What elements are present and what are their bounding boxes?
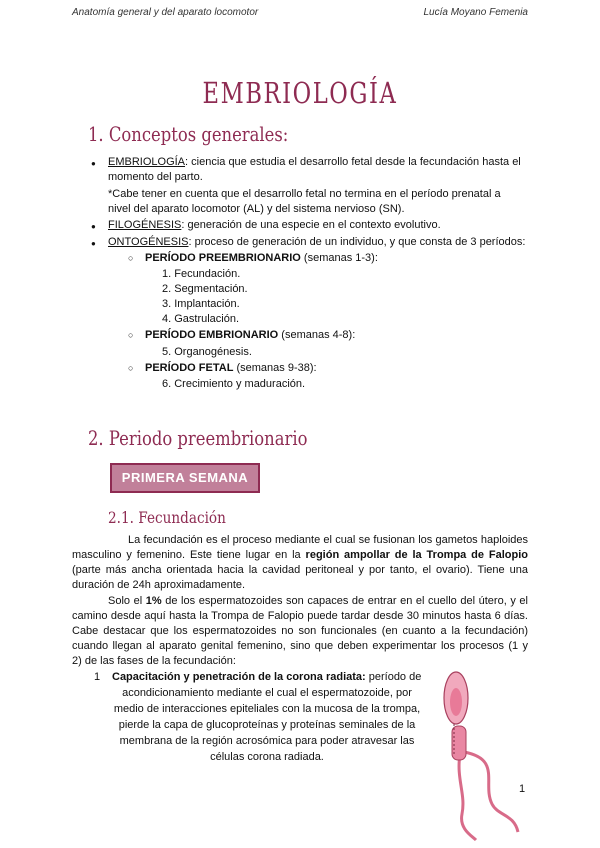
section-2-heading: 2. Periodo preembrionario: [88, 426, 308, 450]
paragraph-2-line: camino desde aquí hasta la Trompa de Falopio puede tardar desde 30 minutos hasta 6 días.: [72, 610, 528, 622]
item-1-line: Capacitación y penetración de la corona radiata: período de: [112, 671, 422, 683]
paragraph-2-line: Cabe destacar que los espermatozoides no son funcionales (en cuanto a la fecundación): [72, 625, 528, 637]
spermatozoon-illustration: [432, 664, 524, 842]
paragraph-2-line: 2) de las fases de la fecundación:: [72, 655, 236, 667]
list-item: 5. Organogénesis.: [162, 346, 252, 358]
note-line-2: nivel del aparato locomotor (AL) y del sistema nervioso (SN).: [108, 203, 405, 215]
paragraph-1-line: La fecundación es el proceso mediante el cual se fusionan los gametos haploides: [128, 534, 528, 546]
paragraph-2-line: Solo el 1% de los espermatozoides son capaces de entrar en el cuello del útero, y el: [108, 595, 528, 607]
embriologia-line-1: EMBRIOLOGÍA: ciencia que estudia el desarrollo fetal desde la fecundación hasta el: [108, 156, 521, 168]
header-right: Lucía Moyano Femenia: [423, 7, 528, 18]
page-title: EMBRIOLOGÍA: [202, 76, 398, 110]
item-number: 1: [94, 671, 101, 683]
period-embrionario: PERÍODO EMBRIONARIO (semanas 4-8):: [145, 329, 356, 341]
period-fetal: PERÍODO FETAL (semanas 9-38):: [145, 362, 317, 374]
filogenesis-line: FILOGÉNESIS: generación de una especie en el contexto evolutivo.: [108, 219, 441, 231]
list-item: 6. Crecimiento y maduración.: [162, 378, 306, 390]
item-1-line: acondicionamiento mediante el cual el espermatozoide, por: [122, 687, 412, 699]
embriologia-line-2: momento del parto.: [108, 171, 203, 183]
list-item: 2. Segmentación.: [162, 283, 248, 295]
paragraph-1-line: duración de 24h aproximadamente.: [72, 579, 246, 591]
paragraph-1-line: (parte más ancha orientada hacia la cavidad peritoneal y por tanto, el ovario). Tiene una: [72, 564, 528, 576]
list-item: 4. Gastrulación.: [162, 313, 240, 325]
circle-bullet-icon: ○: [128, 330, 134, 340]
item-1-line: membrana de la región acrosómica para poder atravesar las: [119, 735, 415, 747]
list-item: 3. Implantación.: [162, 298, 240, 310]
period-preembrionario: PERÍODO PREEMBRIONARIO (semanas 1-3):: [145, 252, 378, 264]
list-item: 1. Fecundación.: [162, 268, 241, 280]
item-1-line: pierde la capa de glucoproteínas y proteínas seminales de la: [118, 719, 416, 731]
page-number: 1: [519, 783, 526, 795]
paragraph-1-line: masculino y femenino. Este tiene lugar en la región ampollar de la Trompa de Falopio: [72, 549, 529, 561]
header-left: Anatomía general y del aparato locomotor: [72, 7, 259, 18]
bullet-icon: ●: [91, 239, 96, 248]
note-line-1: *Cabe tener en cuenta que el desarrollo fetal no termina en el período prenatal a: [108, 188, 501, 200]
circle-bullet-icon: ○: [128, 253, 134, 263]
item-1-line: medio de interacciones epiteliales con la mucosa de la trompa,: [113, 703, 421, 715]
subsection-heading: 2.1. Fecundación: [108, 508, 226, 527]
week-label-box: PRIMERA SEMANA: [110, 463, 260, 493]
section-1-heading: 1. Conceptos generales:: [88, 122, 289, 146]
circle-bullet-icon: ○: [128, 363, 134, 373]
item-1-line: células corona radiada.: [210, 751, 324, 763]
bullet-icon: ●: [91, 222, 96, 231]
bullet-icon: ●: [91, 159, 96, 168]
paragraph-2-line: cuando llegan al aparato genital femenino, sino que deben experimentar los procesos (1 y: [72, 640, 528, 652]
ontogenesis-line: ONTOGÉNESIS: proceso de generación de un individuo, y que consta de 3 períodos:: [108, 236, 526, 248]
